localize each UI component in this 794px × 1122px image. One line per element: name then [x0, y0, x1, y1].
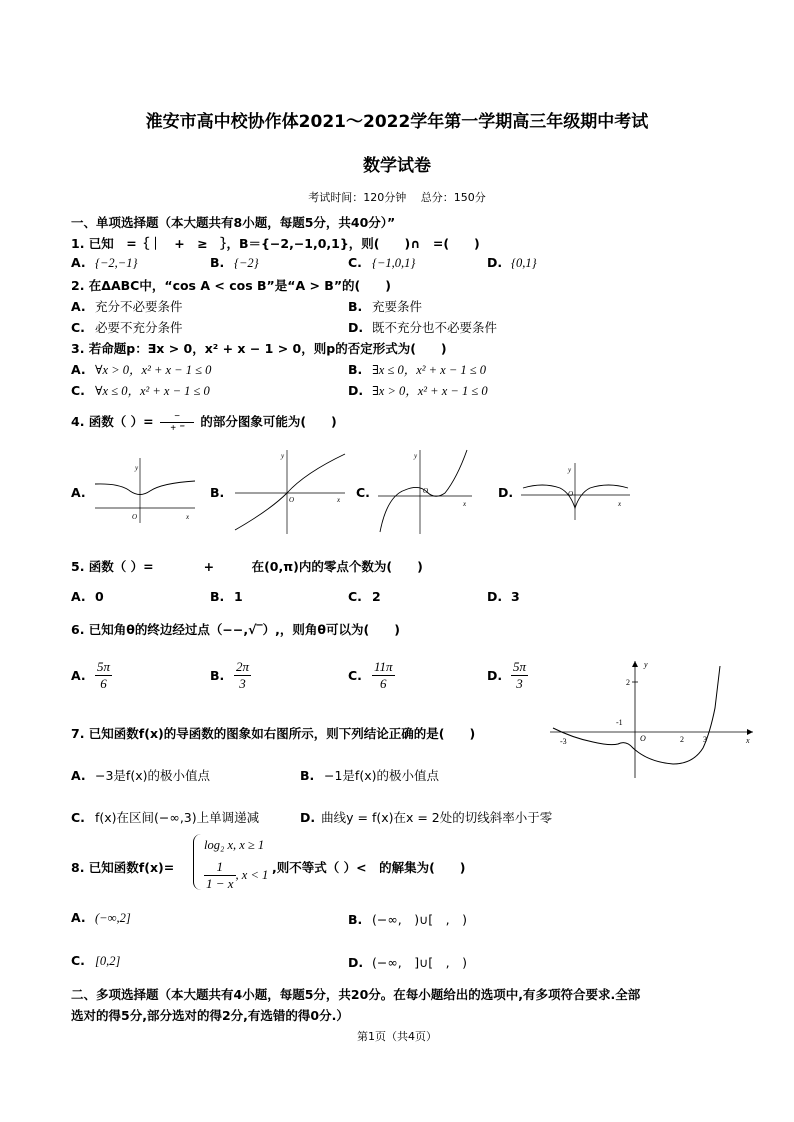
q8-case2: $\frac{1}{1 - x}$ , x < 1	[206, 859, 269, 891]
q4c-x-label: x	[463, 500, 467, 508]
q4c-origin: O	[423, 487, 429, 495]
q5-option-c: C. 2	[348, 589, 381, 604]
q4a-y-label: y	[135, 464, 139, 472]
q4-label-b: B.	[210, 485, 225, 500]
q4d-origin: O	[568, 490, 574, 498]
q7-graph-x-label: x	[746, 736, 750, 745]
q4d-y-label: y	[568, 466, 572, 474]
q1-stem: 1. 已知 =｛｜ + ≥ ｝，B＝{−2,−1,0,1}，则( )∩ =( )	[71, 236, 480, 251]
q7-derivative-graph	[548, 658, 758, 780]
q4a-x-label: x	[186, 513, 190, 521]
exam-info: 考试时间：120分钟 总分：150分	[308, 191, 486, 204]
q6-option-d: D. $\frac{5\pi}{3}$	[487, 659, 527, 691]
q6-option-b: B. $\frac{2\pi}{3}$	[210, 659, 250, 691]
q4b-x-label: x	[337, 496, 341, 504]
q4d-x-label: x	[618, 500, 622, 508]
q4-graph-b	[230, 448, 350, 536]
q7-option-d: D. 曲线y = f(x)在x = 2处的切线斜率小于零	[300, 810, 553, 825]
q7-option-c: C. f(x)在区间(−∞,3)上单调递减	[71, 810, 260, 825]
q4a-origin: O	[132, 513, 138, 521]
q7-graph-tick-2: 2	[680, 735, 684, 744]
q4-graph-d	[518, 460, 633, 522]
q8-option-d: D. (−∞, ]∪[ , )	[348, 955, 467, 970]
q3-option-a: A. ∀x > 0，x² + x − 1 ≤ 0	[71, 362, 212, 377]
q1-option-a: A. {−2,−1}	[71, 255, 138, 270]
q4-label-c: C.	[356, 485, 370, 500]
q5-option-b: B. 1	[210, 589, 243, 604]
q2-option-b: B. 充要条件	[348, 299, 423, 314]
q6-stem: 6. 已知角θ的终边经过点（−−,√‾）,，则角θ可以为( )	[71, 622, 400, 637]
q3-option-c: C. ∀x ≤ 0，x² + x − 1 ≤ 0	[71, 383, 210, 398]
q7-graph-tick-3: 3	[703, 735, 707, 744]
q8-brace	[193, 834, 204, 890]
q5-stem: 5. 函数（ ）= + 在(0,π)内的零点个数为( )	[71, 559, 423, 574]
q4b-y-label: y	[281, 452, 285, 460]
q6-option-c: C. $\frac{11\pi}{6}$	[348, 659, 393, 691]
q2-option-d: D. 既不充分也不必要条件	[348, 320, 498, 335]
q2-option-c: C. 必要不充分条件	[71, 320, 183, 335]
q8-stem-post: ,则不等式（ ）< 的解集为( )	[272, 860, 466, 875]
page-footer: 第1页（共4页）	[357, 1030, 437, 1043]
q4-graph-c	[375, 448, 475, 536]
section2-heading-line1: 二、多项选择题（本大题共有4小题，每题5分，共20分。在每小题给出的选项中,有多项符合要求.全部	[71, 987, 641, 1002]
q2-option-a: A. 充分不必要条件	[71, 299, 183, 314]
q4-stem: 4. 函数（ ）= $\frac{-}{+ ^-}$ 的部分图象可能为( )	[71, 411, 337, 434]
q8-case1: log₂ x, x ≥ 1	[204, 838, 265, 852]
q7-graph-tick-neg1: -1	[616, 718, 623, 727]
q5-option-d: D. 3	[487, 589, 520, 604]
q8-option-b: B. (−∞, )∪[ , )	[348, 912, 467, 927]
q4-graph-a	[90, 453, 200, 525]
q4-fraction: $\frac{-}{+ ^-}$	[160, 411, 194, 434]
q4c-y-label: y	[414, 452, 418, 460]
q4-label-a: A.	[71, 485, 86, 500]
q7-graph-y-tick: 2	[626, 678, 630, 687]
q1-option-c: C. {−1,0,1}	[348, 255, 416, 270]
q8-option-a: A. (−∞,2]	[71, 910, 131, 925]
q7-stem: 7. 已知函数f(x)的导函数的图象如右图所示，则下列结论正确的是( )	[71, 726, 476, 741]
q3-option-d: D. ∃x > 0，x² + x − 1 ≤ 0	[348, 383, 488, 398]
q3-stem: 3. 若命题p：∃x > 0，x² + x − 1 > 0，则p的否定形式为( )	[71, 341, 447, 356]
q7-option-a: A. −3是f(x)的极小值点	[71, 768, 210, 783]
q4b-origin: O	[289, 496, 295, 504]
section2-heading-line2: 选对的得5分,部分选对的得2分,有选错的得0分.）	[71, 1008, 349, 1023]
q7-option-b: B. −1是f(x)的极小值点	[300, 768, 439, 783]
exam-subtitle: 数学试卷	[363, 156, 431, 176]
q7-graph-y-label: y	[644, 660, 648, 669]
q1-option-b: B. {−2}	[210, 255, 259, 270]
q8-stem-pre: 8. 已知函数f(x)=	[71, 860, 175, 875]
q6-option-a: A. $\frac{5\pi}{6}$	[71, 659, 111, 691]
q5-option-a: A. 0	[71, 589, 104, 604]
q8-option-c: C. [0,2]	[71, 953, 121, 968]
q7-graph-tick-neg3: -3	[560, 737, 567, 746]
q2-stem: 2. 在ΔABC中，“cos A < cos B”是“A > B”的( )	[71, 278, 391, 293]
q7-graph-origin: O	[640, 734, 646, 743]
exam-title: 淮安市高中校协作体2021～2022学年第一学期高三年级期中考试	[145, 112, 649, 132]
section1-heading: 一、单项选择题（本大题共有8小题，每题5分，共40分）”	[71, 215, 396, 230]
q1-option-d: D. {0,1}	[487, 255, 537, 270]
q4-label-d: D.	[498, 485, 514, 500]
q3-option-b: B. ∃x ≤ 0，x² + x − 1 ≤ 0	[348, 362, 487, 377]
